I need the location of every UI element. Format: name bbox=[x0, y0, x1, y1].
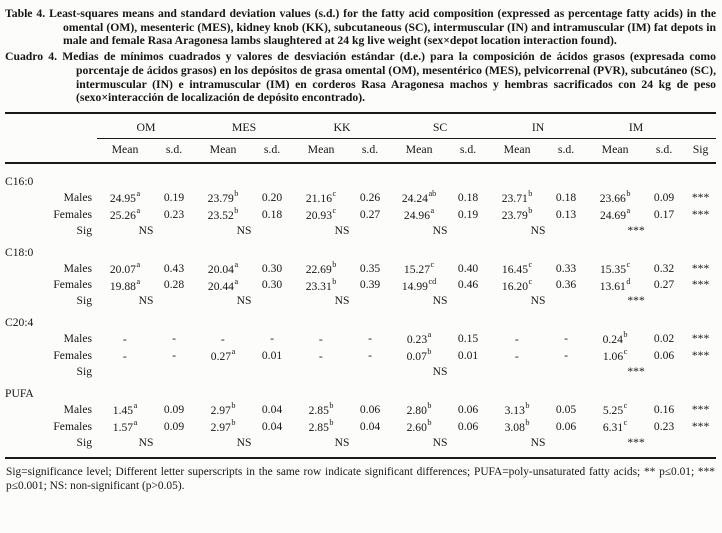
mean-value: - bbox=[318, 333, 323, 347]
sig-cell: *** bbox=[691, 261, 710, 275]
sd-cell: 0.32 bbox=[653, 261, 675, 275]
sd-cell: 0.04 bbox=[359, 419, 381, 433]
sd-cell: - bbox=[368, 332, 372, 346]
table-row-c18-males bbox=[5, 260, 716, 277]
table-row-pufa-females bbox=[5, 418, 716, 435]
table-row-c16-males bbox=[5, 189, 716, 206]
row-label: Males bbox=[63, 190, 92, 204]
sig-cell: *** bbox=[691, 332, 710, 346]
superscript: b bbox=[427, 417, 432, 427]
corner-cell bbox=[5, 113, 97, 139]
row-label: Females bbox=[53, 278, 92, 292]
subheader-sd-im: s.d. bbox=[643, 138, 685, 163]
mean-value: - bbox=[318, 350, 323, 364]
sig-row-pufa bbox=[5, 435, 716, 458]
mean-cell bbox=[391, 206, 447, 223]
mean-cell bbox=[195, 189, 251, 206]
sig-cell: *** bbox=[691, 419, 710, 433]
pair-sig-cell: *** bbox=[627, 294, 645, 308]
mean-cell bbox=[195, 347, 251, 364]
mean-value: 25.26 bbox=[109, 208, 136, 222]
mean-cell bbox=[97, 189, 153, 206]
mean-cell bbox=[293, 277, 349, 294]
pair-sig-cell bbox=[195, 364, 293, 379]
table-row-c16-females bbox=[5, 206, 716, 223]
mean-cell bbox=[391, 260, 447, 277]
section-row bbox=[5, 379, 716, 401]
sd-cell: 0.46 bbox=[457, 278, 479, 292]
row-label: Sig bbox=[76, 223, 92, 237]
mean-value: 2.85 bbox=[308, 420, 329, 434]
mean-value: - bbox=[220, 333, 225, 347]
pair-sig-cell bbox=[97, 364, 195, 379]
superscript: a bbox=[136, 188, 141, 198]
mean-cell bbox=[195, 206, 251, 223]
sig-cell: *** bbox=[691, 403, 710, 416]
mean-value: 20.44 bbox=[207, 279, 234, 293]
mean-value: - bbox=[514, 350, 519, 364]
mean-value: 13.61 bbox=[599, 279, 626, 293]
subheader-mean-om: Mean bbox=[97, 138, 153, 163]
superscript: cd bbox=[428, 276, 437, 286]
sd-cell: 0.26 bbox=[359, 190, 381, 204]
row-label: Females bbox=[53, 419, 92, 433]
row-label: Females bbox=[53, 207, 92, 221]
superscript: c bbox=[623, 417, 628, 427]
caption-spanish-label: Cuadro 4. bbox=[5, 50, 58, 64]
superscript: c bbox=[623, 347, 628, 357]
mean-cell bbox=[391, 418, 447, 435]
pair-sig-cell: NS bbox=[236, 294, 252, 308]
sig-row-c18 bbox=[5, 293, 716, 308]
mean-value: 14.99 bbox=[401, 279, 428, 293]
mean-value: 23.71 bbox=[501, 191, 528, 205]
subheader-sd-kk: s.d. bbox=[349, 138, 391, 163]
mean-cell bbox=[195, 277, 251, 294]
section-label: C18:0 bbox=[5, 245, 34, 259]
mean-value: 2.97 bbox=[210, 420, 231, 434]
sig-cell: *** bbox=[691, 207, 710, 221]
sd-cell: - bbox=[564, 332, 568, 346]
superscript: b bbox=[626, 188, 631, 198]
superscript: a bbox=[430, 205, 435, 215]
sd-cell: 0.23 bbox=[653, 419, 675, 433]
sd-cell: 0.06 bbox=[555, 419, 577, 433]
group-header-in: IN bbox=[489, 113, 587, 139]
sig-cell bbox=[685, 435, 716, 458]
superscript: ab bbox=[428, 188, 437, 198]
mean-value: 23.79 bbox=[501, 208, 528, 222]
subheader-mean-mes: Mean bbox=[195, 138, 251, 163]
superscript: c bbox=[528, 276, 533, 286]
superscript: c bbox=[626, 259, 631, 269]
sd-cell: 0.30 bbox=[261, 278, 283, 292]
caption-spanish-text: Medias de mínimos cuadrados y valores de desviación estándar (d.e.) para la composición de ácidos grasos (expresada como porcentaje de ácidos grasos) en los depósitos de grasa omental (OM), mesentérico (MES), pelvicorrenal (PVR), subcutáneo (SC), intermuscular (IN) e intramuscular (IM) en corderos Rasa Aragonesa machos y hembras sacrificados con 24 kg de peso (sexo×interacción de localización de depósito encontrado). bbox=[62, 50, 716, 105]
mean-cell bbox=[195, 260, 251, 277]
subheader-sd-sc: s.d. bbox=[447, 138, 489, 163]
superscript: c bbox=[332, 205, 337, 215]
mean-cell bbox=[489, 189, 545, 206]
subheader-mean-in: Mean bbox=[489, 138, 545, 163]
mean-cell bbox=[195, 330, 251, 347]
mean-cell bbox=[97, 401, 153, 418]
group-header-im: IM bbox=[587, 113, 685, 139]
group-header-sc: SC bbox=[391, 113, 489, 139]
mean-value: 1.45 bbox=[112, 403, 134, 417]
mean-cell bbox=[587, 418, 643, 435]
mean-value: 2.60 bbox=[406, 420, 427, 434]
mean-value: 0.23 bbox=[406, 333, 428, 347]
sd-cell: 0.06 bbox=[359, 403, 381, 416]
pair-sig-cell bbox=[293, 364, 391, 379]
mean-cell bbox=[391, 277, 447, 294]
superscript: b bbox=[427, 401, 432, 411]
sd-cell: - bbox=[172, 349, 176, 363]
section-label: PUFA bbox=[5, 387, 34, 401]
pair-sig-cell: NS bbox=[334, 294, 350, 308]
subheader-spacer bbox=[5, 138, 97, 163]
sig-cell bbox=[685, 293, 716, 308]
sd-cell: - bbox=[270, 332, 274, 346]
superscript: a bbox=[133, 417, 138, 427]
superscript: b bbox=[234, 188, 239, 198]
mean-value: 5.25 bbox=[602, 403, 624, 417]
sd-cell: 0.17 bbox=[653, 207, 675, 221]
mean-value: 1.57 bbox=[112, 420, 134, 434]
mean-cell bbox=[293, 206, 349, 223]
mean-value: 6.31 bbox=[602, 420, 624, 434]
sd-cell: 0.27 bbox=[359, 207, 381, 221]
sd-cell: 0.20 bbox=[261, 190, 283, 204]
superscript: a bbox=[133, 401, 138, 411]
sd-cell: 0.19 bbox=[163, 190, 185, 204]
superscript: d bbox=[626, 276, 631, 286]
mean-cell bbox=[489, 260, 545, 277]
sd-cell: 0.06 bbox=[457, 403, 479, 416]
sig-cell: *** bbox=[691, 190, 710, 204]
subheader-mean-im: Mean bbox=[587, 138, 643, 163]
mean-value: 24.96 bbox=[403, 208, 431, 222]
sd-cell: 0.01 bbox=[261, 349, 283, 363]
sd-cell: 0.09 bbox=[653, 190, 675, 204]
superscript: b bbox=[525, 417, 530, 427]
superscript: c bbox=[332, 188, 337, 198]
pair-sig-cell: NS bbox=[236, 435, 252, 449]
mean-cell bbox=[391, 330, 447, 347]
mean-value: 0.27 bbox=[210, 350, 232, 364]
mean-cell bbox=[293, 401, 349, 418]
sd-cell: 0.28 bbox=[163, 278, 185, 292]
sd-cell: 0.30 bbox=[261, 261, 283, 275]
section-label: C16:0 bbox=[5, 174, 34, 188]
sd-cell: 0.18 bbox=[555, 190, 577, 204]
sd-cell: 0.06 bbox=[457, 419, 479, 433]
sig-row-c16 bbox=[5, 223, 716, 238]
row-label: Females bbox=[53, 349, 92, 363]
sd-cell: 0.19 bbox=[457, 207, 479, 221]
sd-cell: 0.36 bbox=[555, 278, 577, 292]
mean-cell bbox=[489, 347, 545, 364]
sd-cell: 0.15 bbox=[457, 332, 479, 346]
pair-sig-cell: NS bbox=[432, 223, 448, 237]
pair-sig-cell: NS bbox=[138, 223, 154, 237]
superscript: b bbox=[231, 417, 236, 427]
sd-cell: 0.05 bbox=[555, 403, 577, 416]
mean-cell bbox=[293, 189, 349, 206]
mean-cell bbox=[293, 418, 349, 435]
mean-value: 20.07 bbox=[109, 262, 136, 276]
pair-sig-cell: NS bbox=[334, 223, 350, 237]
sig-cell bbox=[685, 364, 716, 379]
mean-value: 20.04 bbox=[207, 262, 234, 276]
mean-cell bbox=[195, 418, 251, 435]
mean-value: 16.45 bbox=[501, 262, 529, 276]
section-row bbox=[5, 238, 716, 260]
pair-sig-cell: NS bbox=[530, 294, 546, 308]
mean-value: 3.08 bbox=[504, 420, 525, 434]
pair-sig-cell: NS bbox=[432, 435, 448, 449]
mean-cell bbox=[391, 189, 447, 206]
sd-cell: 0.18 bbox=[457, 190, 479, 204]
caption-spanish bbox=[5, 50, 716, 105]
mean-cell bbox=[587, 260, 643, 277]
mean-value: - bbox=[514, 333, 519, 347]
mean-value: 2.85 bbox=[308, 403, 329, 417]
sd-cell: 0.01 bbox=[457, 349, 479, 363]
group-header-mes: MES bbox=[195, 113, 293, 139]
pair-sig-cell: *** bbox=[627, 223, 645, 237]
mean-cell bbox=[195, 401, 251, 418]
pair-sig-cell bbox=[489, 364, 587, 379]
mean-value: 2.80 bbox=[406, 403, 427, 417]
sd-cell: 0.18 bbox=[261, 207, 283, 221]
superscript: b bbox=[623, 330, 628, 340]
mean-value: - bbox=[122, 333, 127, 347]
sig-row-c20 bbox=[5, 364, 716, 379]
section-row bbox=[5, 163, 716, 189]
caption-english-label: Table 4. bbox=[5, 7, 46, 20]
superscript: b bbox=[329, 417, 334, 427]
mean-cell bbox=[587, 330, 643, 347]
sd-cell: 0.27 bbox=[653, 278, 675, 292]
caption-english bbox=[5, 7, 716, 48]
mean-value: 22.69 bbox=[305, 262, 332, 276]
mean-cell bbox=[293, 260, 349, 277]
mean-cell bbox=[97, 277, 153, 294]
mean-value: 24.69 bbox=[599, 208, 627, 222]
subheader-sd-in: s.d. bbox=[545, 138, 587, 163]
mean-cell bbox=[293, 330, 349, 347]
row-label: Sig bbox=[76, 294, 92, 308]
row-label: Sig bbox=[76, 365, 92, 379]
row-label: Sig bbox=[76, 435, 92, 449]
mean-value: 23.31 bbox=[305, 279, 332, 293]
section-row bbox=[5, 308, 716, 330]
table-row-c20-females bbox=[5, 347, 716, 364]
group-header-kk: KK bbox=[293, 113, 391, 139]
pair-sig-cell: NS bbox=[432, 365, 448, 379]
pair-sig-cell: *** bbox=[627, 435, 645, 449]
mean-cell bbox=[587, 347, 643, 364]
superscript: b bbox=[332, 276, 337, 286]
sig-cell: *** bbox=[691, 349, 710, 363]
sd-cell: 0.39 bbox=[359, 278, 381, 292]
pair-sig-cell: NS bbox=[138, 294, 154, 308]
superscript: a bbox=[234, 276, 239, 286]
mean-cell bbox=[587, 206, 643, 223]
sig-cell: *** bbox=[691, 278, 710, 292]
mean-cell bbox=[489, 330, 545, 347]
pair-sig-cell: NS bbox=[138, 435, 154, 449]
mean-cell bbox=[97, 347, 153, 364]
superscript: b bbox=[528, 205, 533, 215]
mean-value: 0.24 bbox=[602, 333, 623, 347]
mean-cell bbox=[391, 401, 447, 418]
group-header-row bbox=[5, 113, 716, 139]
group-header-om: OM bbox=[97, 113, 195, 139]
mean-value: 23.66 bbox=[599, 191, 626, 205]
superscript: a bbox=[136, 259, 141, 269]
subheader-sig: Sig bbox=[685, 138, 716, 163]
sd-cell: 0.09 bbox=[163, 403, 185, 416]
mean-value: 3.13 bbox=[504, 403, 525, 417]
superscript: b bbox=[525, 401, 530, 411]
sd-cell: 0.09 bbox=[163, 419, 185, 433]
pair-sig-cell: NS bbox=[334, 435, 350, 449]
mean-value: 19.88 bbox=[109, 279, 136, 293]
sd-cell: - bbox=[368, 349, 372, 363]
mean-cell bbox=[97, 418, 153, 435]
caption-english-text: Least-squares means and standard deviation values (s.d.) for the fatty acid composition (expressed as percentage fatty acids) in the omental (OM), mesenteric (MES), kidney knob (KK), subcutaneous (SC), intermuscular (IN) and intramuscular (IM) fat depots in male and female Rasa Aragonesa lambs slaughtered at 24 kg live weight (sex×depot location interaction found). bbox=[49, 7, 717, 48]
sd-cell: 0.43 bbox=[163, 261, 185, 275]
superscript: b bbox=[332, 259, 337, 269]
superscript: c bbox=[430, 259, 435, 269]
sd-cell: 0.23 bbox=[163, 207, 185, 221]
subheader-row bbox=[5, 138, 716, 163]
subheader-sd-om: s.d. bbox=[153, 138, 195, 163]
superscript: a bbox=[626, 205, 631, 215]
sd-cell: 0.33 bbox=[555, 261, 577, 275]
footnote: Sig=significance level; Different letter superscripts in the same row indicate significant differences; PUFA=poly-unsaturated fatty acids; ** p≤0.01; *** p≤0.001; NS: non-significant (p>0.05). bbox=[6, 465, 715, 493]
subheader-mean-kk: Mean bbox=[293, 138, 349, 163]
mean-value: 2.97 bbox=[210, 403, 231, 417]
mean-cell bbox=[293, 347, 349, 364]
row-label: Males bbox=[63, 261, 92, 275]
mean-cell bbox=[587, 401, 643, 418]
superscript: a bbox=[136, 205, 141, 215]
section-label: C20:4 bbox=[5, 316, 34, 330]
sd-cell: 0.04 bbox=[261, 419, 283, 433]
sd-cell: 0.04 bbox=[261, 403, 283, 416]
mean-value: 24.24 bbox=[401, 191, 428, 205]
mean-cell bbox=[97, 260, 153, 277]
mean-cell bbox=[489, 418, 545, 435]
subheader-mean-sc: Mean bbox=[391, 138, 447, 163]
row-label: Males bbox=[63, 403, 92, 416]
mean-value: - bbox=[122, 350, 127, 364]
table-row-pufa-males bbox=[5, 401, 716, 418]
row-label: Males bbox=[63, 332, 92, 346]
sd-cell: 0.35 bbox=[359, 261, 381, 275]
superscript: b bbox=[234, 205, 239, 215]
mean-cell bbox=[587, 277, 643, 294]
mean-cell bbox=[97, 206, 153, 223]
mean-cell bbox=[489, 277, 545, 294]
sd-cell: 0.13 bbox=[555, 207, 577, 221]
mean-value: 1.06 bbox=[602, 350, 624, 364]
sig-cell bbox=[685, 223, 716, 238]
mean-cell bbox=[489, 206, 545, 223]
mean-cell bbox=[489, 401, 545, 418]
sd-cell: 0.06 bbox=[653, 349, 675, 363]
table-row-c18-females bbox=[5, 277, 716, 294]
superscript: b bbox=[231, 401, 236, 411]
superscript: c bbox=[528, 259, 533, 269]
pair-sig-cell: NS bbox=[236, 223, 252, 237]
pair-sig-cell: NS bbox=[432, 294, 448, 308]
subheader-sd-mes: s.d. bbox=[251, 138, 293, 163]
superscript: a bbox=[234, 259, 239, 269]
mean-value: 15.35 bbox=[599, 262, 627, 276]
table-row-c20-males bbox=[5, 330, 716, 347]
pair-sig-cell: *** bbox=[627, 365, 645, 379]
mean-value: 0.07 bbox=[406, 350, 427, 364]
sd-cell: 0.40 bbox=[457, 261, 479, 275]
mean-value: 15.27 bbox=[403, 262, 431, 276]
mean-value: 23.52 bbox=[207, 208, 234, 222]
mean-value: 20.93 bbox=[305, 208, 332, 222]
mean-value: 23.79 bbox=[207, 191, 234, 205]
group-header-sig-spacer bbox=[685, 113, 716, 139]
mean-cell bbox=[587, 189, 643, 206]
mean-value: 24.95 bbox=[109, 191, 136, 205]
sd-cell: - bbox=[172, 332, 176, 346]
pair-sig-cell: NS bbox=[530, 223, 546, 237]
superscript: a bbox=[136, 276, 141, 286]
mean-value: 16.20 bbox=[501, 279, 529, 293]
sd-cell: 0.02 bbox=[653, 332, 675, 346]
fatty-acid-table bbox=[5, 112, 716, 459]
superscript: b bbox=[427, 347, 432, 357]
superscript: b bbox=[329, 401, 334, 411]
sd-cell: 0.16 bbox=[653, 403, 675, 416]
mean-cell bbox=[97, 330, 153, 347]
mean-value: 21.16 bbox=[305, 191, 332, 205]
sd-cell: - bbox=[564, 349, 568, 363]
superscript: a bbox=[231, 347, 236, 357]
superscript: c bbox=[623, 401, 628, 411]
superscript: b bbox=[528, 188, 533, 198]
pair-sig-cell: NS bbox=[530, 435, 546, 449]
superscript: a bbox=[427, 330, 432, 340]
mean-cell bbox=[391, 347, 447, 364]
